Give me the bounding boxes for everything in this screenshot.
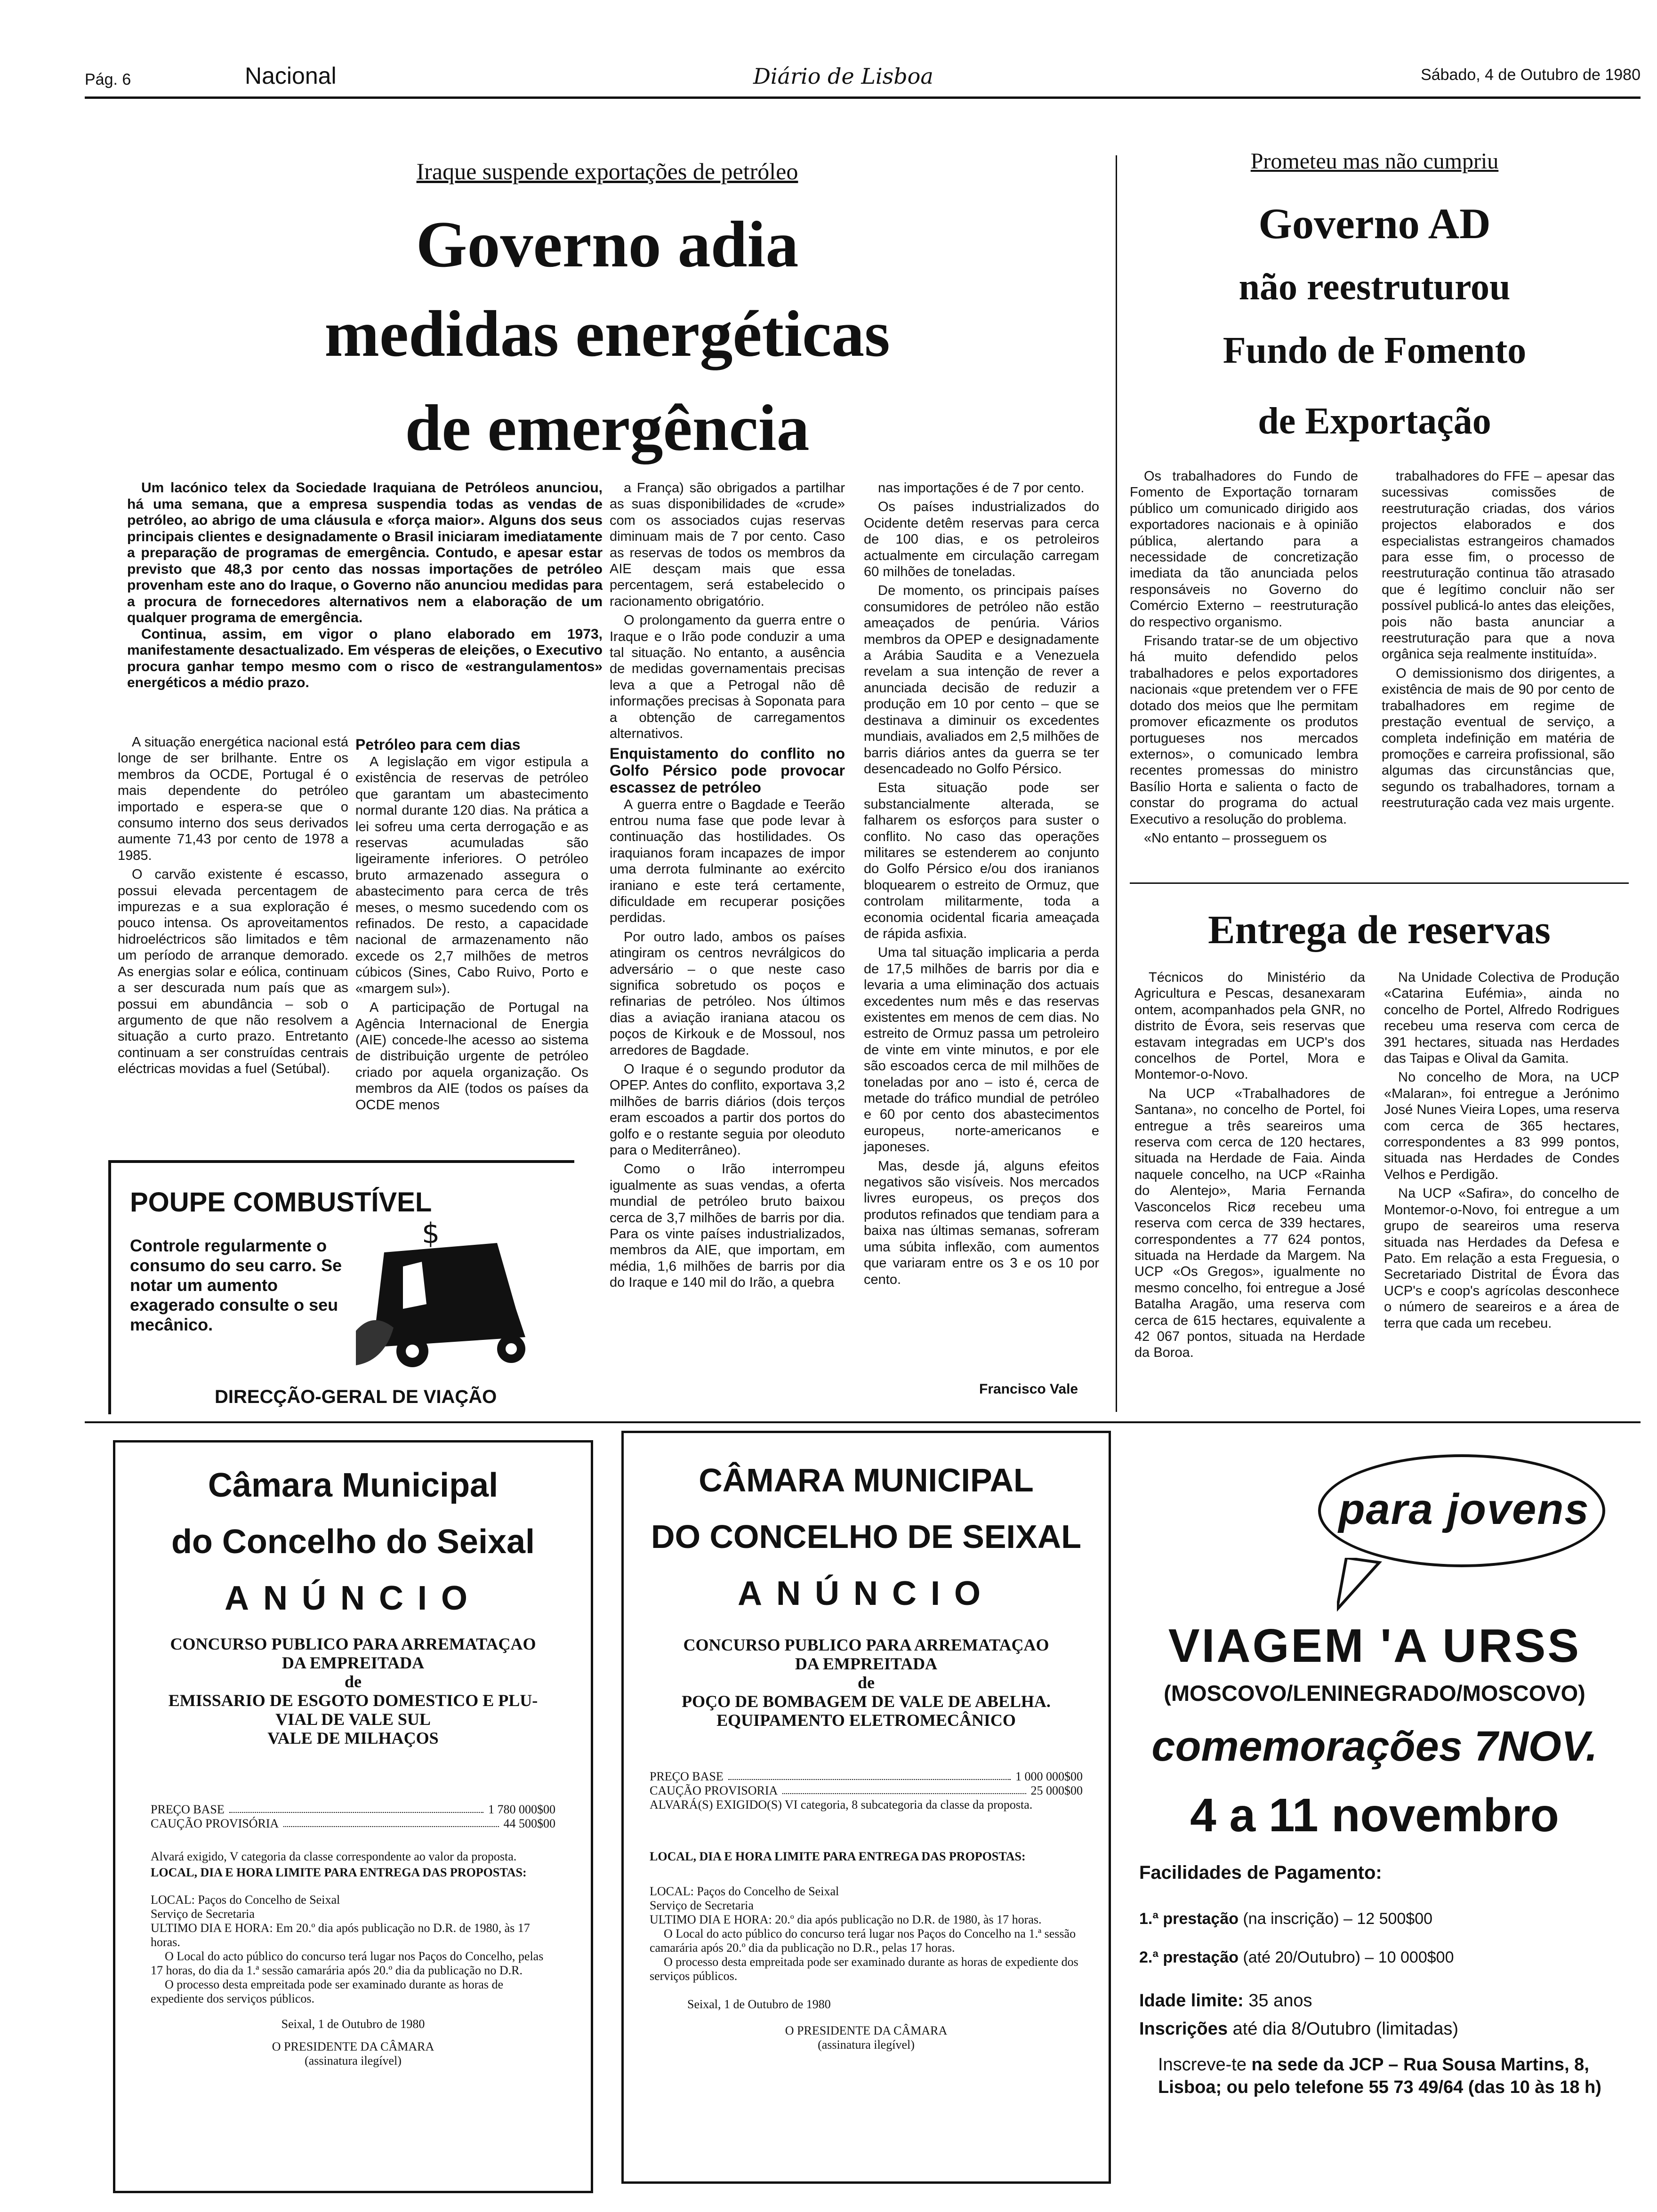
local-title: LOCAL, DIA E HORA LIMITE PARA ENTREGA DAS PROPOSTAS:: [650, 1850, 1026, 1863]
side-column-1: [1130, 468, 1358, 849]
paragraph: O prolongamento da guerra entre o Iraque e o Irão pode conduzir a uma tal situação. No entanto, a ausência de medidas governamentais precisas leva a que a Petrogal não dê informações precisas à Soponata para a obtenção de carregamentos alternativos.: [610, 613, 845, 742]
travel-dates: 4 a 11 novembro: [1190, 1789, 1559, 1842]
paragraph: trabalhadores do FFE – apesar das sucessivas comissões de reestruturação criadas, dos vários projectos elaborados e dos especialistas estrangeiros chamados para esse fim, o processo de reestruturação continua tão atrasado que é legítimo concluir não ser possível publicá-lo antes das eleições, pois não basta anunciar a reestruturação para que a nova orgânica seja realmente instituída».: [1382, 469, 1615, 662]
paragraph: O Iraque é o segundo produtor da OPEP. Antes do conflito, exportava 3,2 milhões de barris diários (dois terços eram escoados a partir dos portos do golfo e o restante seguia por oleoduto para o Mediterrâneo).: [610, 1062, 845, 1158]
ann2-line-1: CÂMARA MUNICIPAL: [699, 1462, 1034, 1499]
section-name: Nacional: [245, 63, 337, 89]
caution-label: CAUÇÃO PROVISORIA: [650, 1784, 778, 1797]
contact-detail: na sede da JCP – Rua Sousa Martins, 8, Lisboa; ou pelo telefone 55 73 49/64 (das 10 às 18 h): [1158, 2055, 1601, 2097]
lead-paragraph-1: Um lacónico telex da Sociedade Iraquiana de Petróleos anunciou, há uma semana, que a empresa suspendia todas as vendas de petróleo, ao abrigo de uma cláusula e «força maior». Alguns dos seus principais clientes e designadamente o Brasil iniciaram imediatamente a preparação de programas de emergência. Contudo, e apesar estar previsto que 48,3 por cento das nossas importações de petróleo provenham este ano do Iraque, o Governo não anunciou medidas para a procura de fornecedores alternativos nem a elaboração de um qualquer programa de emergência.: [127, 480, 603, 625]
masthead-rule: [85, 96, 1641, 99]
contest-line: DA EMPREITADA: [795, 1654, 938, 1673]
announcement-date: Seixal, 1 de Outubro de 1980: [281, 2017, 425, 2031]
contest-line: EMISSARIO DE ESGOTO DOMESTICO E PLU-: [168, 1691, 538, 1710]
local-line: O Local do acto público do concurso terá lugar nos Paços do Concelho, pelas 17 horas, do dia da 1.ª sessão camarária após 20.º dia da publicação no D.R.: [151, 1949, 544, 1977]
payment-1-detail: (na inscrição) – 12 500$00: [1243, 1910, 1433, 1928]
signature-note: (assinatura ilegível): [818, 2038, 915, 2052]
logo-text: para jovens: [1338, 1485, 1590, 1533]
travel-ad: [1130, 1440, 1619, 2179]
byline: Francisco Vale: [979, 1381, 1078, 1397]
local-line: ULTIMO DIA E HORA: 20.º dia após publicação no D.R. de 1980, às 17 horas.: [650, 1913, 1042, 1926]
paragraph: A participação de Portugal na Agência Internacional de Energia (AIE) concede-lhe acesso ao sistema de distribuição urgente de petróleo criado por aquela organização. Os membros da AIE (todos os países da OCDE menos: [355, 1000, 588, 1113]
reserves-column-1: [1134, 970, 1365, 1364]
side-headline-1: Governo AD: [1258, 200, 1491, 248]
main-column-4: [864, 480, 1099, 1290]
main-column-1: [118, 734, 348, 1080]
paragraph: Mas, desde já, alguns efeitos negativos são visíveis. Nos mercados livres europeus, os preços dos produtos refinados que tendiam para a baixa nas últimas semanas, sofreram uma súbita inflexão, com aumentos que variaram entre os 3 e os 10 por cento.: [864, 1158, 1099, 1287]
signature: O PRESIDENTE DA CÂMARA: [272, 2040, 434, 2053]
main-headline-1: Governo adia: [416, 208, 799, 281]
paragraph: Na UCP «Trabalhadores de Santana», no concelho de Portel, foi entregue a três seareiros uma reserva com cerca de 120 hectares, situada na Herdade de Faia. Ainda naquele concelho, na UCP «Rainha do Alentejo», Maria Fernanda Vasconcelos Ricø recebeu uma reserva com cerca de 339 hectares, correspondentes a 77 624 pontos, situada na Herdade da Margem. Na UCP «Os Gregos», igualmente no mesmo concelho, foi entregue a José Batalha Aragão, uma reserva com cerca de 615 hectares, equivalente a 42 067 pontos, situada na Herdade da Boroa.: [1134, 1086, 1365, 1361]
contest-line: de: [858, 1673, 875, 1692]
announcement-date: Seixal, 1 de Outubro de 1980: [687, 1997, 831, 2011]
side-headline-2: não reestruturou: [1239, 266, 1511, 308]
caution-value: 25 000$00: [1030, 1784, 1083, 1797]
paragraph: Na UCP «Safira», do concelho de Montemor-o-Novo, foi entregue a um grupo de seareiros uma reserva situada nas Herdades da Defesa e Pato. Em relação a esta Freguesia, o Secretariado Distrital de Évora das UCP's e coop's agrícolas desconhece o número de seareiros e a área de terra que cada um recebeu.: [1384, 1186, 1619, 1331]
main-lead: [127, 480, 603, 691]
ann1-body: [151, 1850, 555, 2068]
alvara-text: ALVARÁ(S) EXIGIDO(S) VI categoria, 8 subcategoria da classe da proposta.: [650, 1798, 1033, 1811]
paragraph: O demissionismo dos dirigentes, a existência de mais de 90 por cento de trabalhadores em regime de prestação eventual de serviço, a completa indefinição em matéria de promoções e carreira profissional, são algumas das circunstâncias que, segundo os trabalhadores, tornam a reestruturação cada vez mais urgente.: [1382, 665, 1615, 811]
local-line: O Local do acto público do concurso terá lugar nos Paços do Concelho na 1.ª sessão camarária após 20.º dia da publicação no D.R., pelas 17 horas.: [650, 1927, 1076, 1955]
payment-1-label: 1.ª prestação: [1139, 1910, 1239, 1928]
section-rule: [1130, 882, 1629, 884]
payment-2-detail: (até 20/Outubro) – 10 000$00: [1243, 1948, 1454, 1966]
main-kicker: Iraque suspende exportações de petróleo: [416, 158, 798, 184]
fuel-ad-text: Controle regularmente o consumo do seu carro. Se notar um aumento exagerado consulte o seu mecânico.: [130, 1236, 342, 1334]
paragraph: Uma tal situação implicaria a perda de 17,5 milhões de barris por dia e levaria a uma eliminação dos actuais excedentes num mês e das reservas existentes em menos de cem dias. No estreito de Ormuz passa um petroleiro de vinte em vinte minutos, e por ele são escoados cerca de mil milhões de toneladas por ano – isto é, cerca de metade do tráfico mundial de petróleo e 60 por cento dos abastecimentos europeus, norte-americanos e japoneses.: [864, 945, 1099, 1155]
section-rule: [85, 1421, 1641, 1423]
paragraph: Por outro lado, ambos os países atingiram os centros nevrálgicos do adversário – o que neste caso significa sobretudo os poços e refinarias de petróleo. Nos últimos dias a aviação iraniana atacou os poços de Kirkouk e de Mossoul, nos arredores de Bagdade.: [610, 929, 845, 1058]
issue-date: Sábado, 4 de Outubro de 1980: [1421, 66, 1641, 84]
registration-detail: até dia 8/Outubro (limitadas): [1232, 2019, 1459, 2039]
signature-note: (assinatura ilegível): [305, 2054, 402, 2068]
fuel-ad: [108, 1160, 574, 1414]
contest-line: POÇO DE BOMBAGEM DE VALE DE ABELHA.: [682, 1692, 1051, 1711]
ann2-line-3: ANÚNCIO: [738, 1575, 995, 1612]
contest-line: VALE DE MILHAÇOS: [267, 1729, 439, 1747]
column-divider: [1116, 155, 1117, 1412]
paragraph: Técnicos do Ministério da Agricultura e Pescas, desanexaram ontem, acompanhados pela GNR, no distrito de Évora, seis reservas que estavam integradas em UCP's dos concelhos de Portel, Mora e Montemor-o-Novo.: [1134, 970, 1365, 1082]
reserves-column-2: [1384, 970, 1619, 1334]
travel-celebration: comemorações 7NOV.: [1151, 1723, 1598, 1770]
signature: O PRESIDENTE DA CÂMARA: [785, 2024, 948, 2037]
registration-label: Inscrições: [1139, 2019, 1228, 2039]
reserves-headline: Entrega de reservas: [1208, 907, 1551, 952]
newspaper-name: Diário de Lisboa: [753, 64, 933, 89]
price-value: 1 000 000$00: [1015, 1770, 1083, 1783]
price-label: PREÇO BASE: [650, 1770, 724, 1783]
announcement-box-2: [621, 1431, 1111, 2184]
page-number: Pág. 6: [85, 71, 131, 88]
paragraph: Na Unidade Colectiva de Produção «Catarina Eufémia», ainda no concelho de Portel, Alfredo Rodrigues recebeu uma reserva com cerca de 391 hectares, situada nas Herdades das Taipas e Olival da Gamita.: [1384, 970, 1619, 1066]
lead-paragraph-2: Continua, assim, em vigor o plano elaborado em 1973, manifestamente desactualizado. Em vésperas de eleições, o Executivo procura ganhar tempo mesmo com o risco de «estrangulamentos» energéticos a médio prazo.: [127, 626, 603, 690]
paragraph: Esta situação pode ser substancialmente alterada, se falharem os esforços para suster o conflito. No caso das operações militares se estenderem ao conjunto do Golfo Pérsico e/ou dos iranianos bloquearem o estreito de Ormuz, que controlam militarmente, toda a economia ocidental ficaria ameaçada de rápida asfixia.: [864, 780, 1099, 941]
paragraph: O carvão existente é escasso, possui elevada percentagem de impurezas e a sua exploração é pouco intensa. Os aproveitamentos hidroeléctricos são limitados e têm um período de arranque demorado. As energias solar e eólica, continuam a ser descurada num país que as possui em abundância – sob o argumento de que não resolvem a situação a curto prazo. Entretanto continuam a ser construídas centrais eléctricas movidas a fuel (Setúbal).: [118, 867, 348, 1077]
paragraph: Os trabalhadores do Fundo de Fomento de Exportação tornaram público um comunicado dirigido aos exportadores nacionais e à opinião pública, alertando para a necessidade de concretização imediata da tão anunciada pelos responsáveis no Governo do Comércio Externo – reestruturação do respectivo organismo.: [1130, 469, 1358, 630]
local-line: O processo desta empreitada pode ser examinado durante as horas de expediente dos serviços públicos.: [151, 1978, 504, 2005]
paragraph: A legislação em vigor estipula a existência de reservas de petróleo que garantam um abastecimento normal durante 120 dias. Na prática a lei sofreu uma certa derrogação e as reservas acumuladas são ligeiramente inferiores. O petróleo bruto armazenado assegura o abastecimento para cerca de três meses, o mesmo sucedendo com os refinados. De resto, a capacidade nacional de armazenamento não excede os 2,7 milhões de metros cúbicos (Sines, Cabo Ruivo, Porto e «margem sul»).: [355, 754, 588, 996]
local-line: Serviço de Secretaria: [650, 1899, 754, 1912]
side-headline-4: de Exportação: [1258, 401, 1491, 442]
paragraph: «No entanto – prosseguem os: [1144, 830, 1327, 846]
ann1-prices: [151, 1803, 555, 1831]
contact-prefix: Inscreve-te: [1158, 2055, 1247, 2075]
local-line: LOCAL: Paços do Concelho de Seixal: [650, 1884, 839, 1898]
price-value: 1 780 000$00: [488, 1803, 555, 1816]
fuel-ad-footer: DIRECÇÃO-GERAL DE VIAÇÃO: [215, 1387, 497, 1407]
contest-line: EQUIPAMENTO ELETROMECÂNICO: [716, 1711, 1016, 1730]
paragraph: Frisando tratar-se de um objectivo há muito defendido pelos trabalhadores e pelos exportadores nacionais «que pretendem ver o FFE dotado dos meios que lhe permitam promover eficazmente os produtos portugueses nos mercados externos», o comunicado lembra recentes promessas do ministro Basílio Horta e salienta o facto de constar do programa do actual Executivo a resolução do problema.: [1130, 633, 1358, 827]
travel-details: [1139, 1861, 1610, 2099]
paragraph: Como o Irão interrompeu igualmente as suas vendas, a oferta mundial de petróleo bruto baixou cerca de 3,7 milhões de barris por dia. Para os vinte países industrializados, membros da AIE, que importam, em média, 1,6 milhões de barris por dia do Iraque e 140 mil do Irão, a quebra: [610, 1162, 845, 1290]
main-column-3: [610, 480, 845, 1294]
paragraph: nas importações é de 7 por cento.: [878, 481, 1085, 496]
paragraph: a França) são obrigados a partilhar as suas disponibilidades de «crude» com os associados cujas reservas diminuam mais de 7 por cento. Caso as reservas de todos os membros da AIE desçam mais que essa percentagem, será estabelecido o racionamento obrigatório.: [610, 481, 845, 609]
local-line: LOCAL: Paços do Concelho de Seixal: [151, 1893, 340, 1907]
ann1-line-3: ANÚNCIO: [225, 1579, 482, 1617]
local-title: LOCAL, DIA E HORA LIMITE PARA ENTREGA DAS PROPOSTAS:: [151, 1866, 527, 1879]
travel-title: VIAGEM 'A URSS: [1168, 1619, 1581, 1672]
ann2-line-2: DO CONCELHO DE SEIXAL: [651, 1518, 1081, 1555]
travel-route: (MOSCOVO/LENINEGRADO/MOSCOVO): [1164, 1681, 1585, 1706]
side-column-2: [1382, 468, 1615, 814]
announcement-box-1: [113, 1440, 593, 2193]
contest-line: CONCURSO PUBLICO PARA ARREMATAÇAO: [170, 1635, 536, 1653]
payment-title: Facilidades de Pagamento:: [1139, 1862, 1382, 1883]
paragraph: De momento, os principais países consumidores de petróleo não estão ameaçados de penúria. Vários membros da OPEP e designadamente a Arábia Saudita e a Venezuela revelam a sua intenção de rever a anunciada decisão de reduzir a produção em 10 por cento – que se destinava a diminuir os excedentes mundiais, avaliados em 2,5 milhões de barris diários antes da guerra se ter desencadeado no Golfo Pérsico.: [864, 583, 1099, 777]
main-headline-2: medidas energéticas: [324, 297, 890, 370]
paragraph: No concelho de Mora, na UCP «Malaran», foi entregue a Jerónimo José Nunes Vieira Lopes, uma reserva com cerca de 365 hectares, correspondentes a 83 999 pontos, situada nas Herdades de Condes Velhos e Perdigão.: [1384, 1070, 1619, 1182]
paragraph: Os países industrializados do Ocidente detêm reservas para cerca de 100 dias, e os petroleiros actualmente em circulação carregam 60 milhões de toneladas.: [864, 499, 1099, 580]
ann2-body: [650, 1850, 1083, 2052]
local-line: O processo desta empreitada pode ser examinado durante as horas de expediente dos serviços públicos.: [650, 1955, 1078, 1983]
price-label: PREÇO BASE: [151, 1803, 225, 1816]
payment-2-label: 2.ª prestação: [1139, 1948, 1239, 1966]
ann2-contest: [624, 1635, 1109, 1730]
local-line: ULTIMO DIA E HORA: Em 20.º dia após publicação no D.R. de 1980, às 17 horas.: [151, 1921, 530, 1949]
side-headline-3: Fundo de Fomento: [1223, 330, 1527, 371]
age-limit-value: 35 anos: [1248, 1991, 1312, 2011]
contest-line: VIAL DE VALE SUL: [275, 1710, 431, 1729]
alvara-text: Alvará exigido, V categoria da classe correspondente ao valor da proposta.: [151, 1850, 517, 1863]
svg-text:$: $: [422, 1217, 440, 1250]
speech-bubble-tail-icon: [1337, 1558, 1393, 1614]
subheading: Enquistamento do conflito no Golfo Pérsico pode provocar escassez de petróleo: [610, 745, 845, 796]
main-headline-3: de emergência: [405, 392, 810, 465]
contest-line: de: [345, 1672, 362, 1691]
main-column-2: [355, 734, 588, 1116]
contest-line: CONCURSO PUBLICO PARA ARREMATAÇAO: [683, 1635, 1049, 1654]
paragraph: A situação energética nacional está longe de ser brilhante. Entre os membros da OCDE, Portugal é o mais dependente do petróleo importado e espera-se que o consumo interno dos seus derivados aumente 71,43 por cento de 1978 a 1985.: [118, 735, 348, 863]
contest-line: DA EMPREITADA: [282, 1653, 425, 1672]
caution-label: CAUÇÃO PROVISÓRIA: [151, 1817, 279, 1830]
ann1-line-1: Câmara Municipal: [208, 1467, 499, 1504]
car-illustration-icon: [356, 1215, 563, 1370]
ann1-line-2: do Concelho do Seixal: [171, 1523, 535, 1561]
local-line: Serviço de Secretaria: [151, 1907, 255, 1921]
paragraph: A guerra entre o Bagdade e Teerão entrou numa fase que pode levar à continuação das hostilidades. Os iraquianos foram incapazes de impor uma derrota fulminante ao exército iraniano e este terá certamente, dificuldade em recuperar posições perdidas.: [610, 797, 845, 926]
ann1-contest: [115, 1635, 591, 1747]
fuel-ad-title: POUPE COMBUSTÍVEL: [130, 1187, 432, 1218]
caution-value: 44 500$00: [503, 1817, 555, 1830]
subheading: Petróleo para cem dias: [355, 736, 521, 753]
ann2-prices: [650, 1770, 1083, 1812]
age-limit-label: Idade limite:: [1139, 1991, 1244, 2011]
side-kicker: Prometeu mas não cumpriu: [1250, 149, 1499, 174]
